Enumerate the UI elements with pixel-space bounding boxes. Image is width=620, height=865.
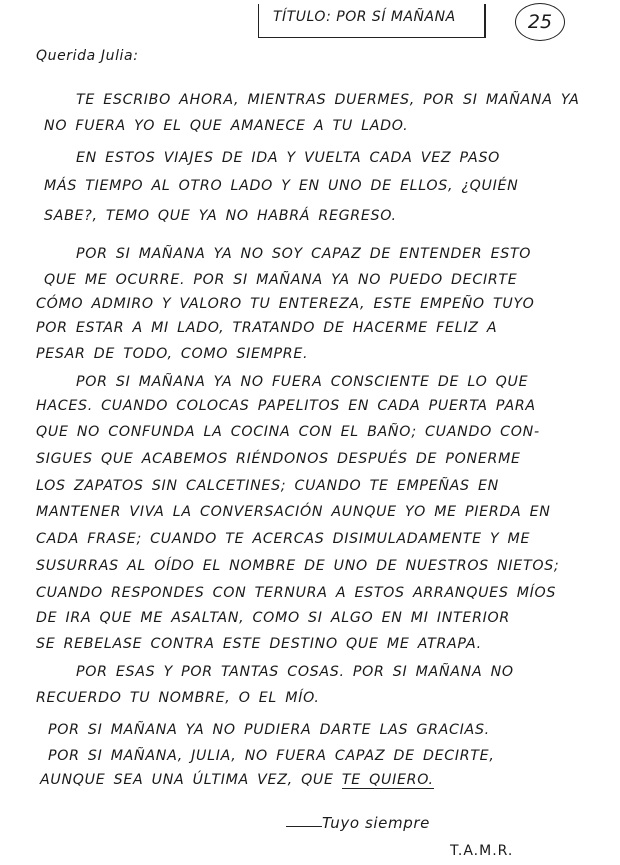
letter-line: DE IRA QUE ME ASALTAN, COMO SI ALGO EN MI INTERIOR — [36, 610, 510, 626]
signature: Tuyo siempre — [322, 814, 430, 832]
letter-line: MÁS TIEMPO AL OTRO LADO Y EN UNO DE ELLOS, ¿QUIÉN — [44, 178, 519, 194]
signature-dash — [286, 826, 322, 827]
letter-line: HACES. CUANDO COLOCAS PAPELITOS EN CADA PUERTA PARA — [36, 398, 536, 414]
letter-line: LOS ZAPATOS SIN CALCETINES; CUANDO TE EMPEÑAS EN — [36, 478, 499, 494]
letter-line: TE ESCRIBO AHORA, MIENTRAS DUERMES, POR SI MAÑANA YA — [76, 92, 580, 108]
letter-line: CUANDO RESPONDES CON TERNURA A ESTOS ARRANQUES MÍOS — [36, 585, 557, 601]
letter-line: CADA FRASE; CUANDO TE ACERCAS DISIMULADAMENTE Y ME — [36, 531, 531, 547]
letter-title: TÍTULO: POR SÍ MAÑANA — [273, 9, 456, 25]
closing-phrase: TE QUIERO. — [341, 772, 434, 788]
letter-line: PESAR DE TODO, COMO SIEMPRE. — [36, 346, 309, 362]
letter-line: POR ESAS Y POR TANTAS COSAS. POR SI MAÑANA NO — [76, 664, 514, 680]
letter-line: QUE ME OCURRE. POR SI MAÑANA YA NO PUEDO DECIRTE — [44, 272, 518, 288]
letter-line: MANTENER VIVA LA CONVERSACIÓN AUNQUE YO ME PIERDA EN — [36, 504, 551, 520]
letter-line: POR SI MAÑANA, JULIA, NO FUERA CAPAZ DE DECIRTE, — [48, 748, 495, 764]
page-number: 25 — [515, 3, 565, 41]
title-box — [258, 4, 486, 38]
letter-line: QUE NO CONFUNDA LA COCINA CON EL BAÑO; CUANDO CON- — [36, 424, 540, 440]
letter-line: POR ESTAR A MI LADO, TRATANDO DE HACERME FELIZ A — [36, 320, 498, 336]
letter-line: CÓMO ADMIRO Y VALORO TU ENTEREZA, ESTE EMPEÑO TUYO — [36, 296, 535, 312]
letter-line: POR SI MAÑANA YA NO FUERA CONSCIENTE DE LO QUE — [76, 374, 529, 390]
letter-line: SE REBELASE CONTRA ESTE DESTINO QUE ME ATRAPA. — [36, 636, 482, 652]
letter-line-text: AUNQUE SEA UNA ÚLTIMA VEZ, QUE — [40, 772, 334, 788]
letter-line: POR SI MAÑANA YA NO SOY CAPAZ DE ENTENDER ESTO — [76, 246, 532, 262]
letter-line: RECUERDO TU NOMBRE, O EL MÍO. — [36, 690, 320, 706]
letter-line: SIGUES QUE ACABEMOS RIÉNDONOS DESPUÉS DE PONERME — [36, 451, 521, 467]
letter-line: SUSURRAS AL OÍDO EL NOMBRE DE UNO DE NUESTROS NIETOS; — [36, 558, 560, 574]
letter-line: EN ESTOS VIAJES DE IDA Y VUELTA CADA VEZ PASO — [76, 150, 501, 166]
greeting: Querida Julia: — [36, 48, 139, 64]
letter-line — [40, 772, 434, 788]
letter-line: SABE?, TEMO QUE YA NO HABRÁ REGRESO. — [44, 208, 397, 224]
author-initials: T.A.M.R. — [450, 843, 514, 859]
letter-line: NO FUERA YO EL QUE AMANECE A TU LADO. — [44, 118, 409, 134]
letter-line: POR SI MAÑANA YA NO PUDIERA DARTE LAS GRACIAS. — [48, 722, 490, 738]
